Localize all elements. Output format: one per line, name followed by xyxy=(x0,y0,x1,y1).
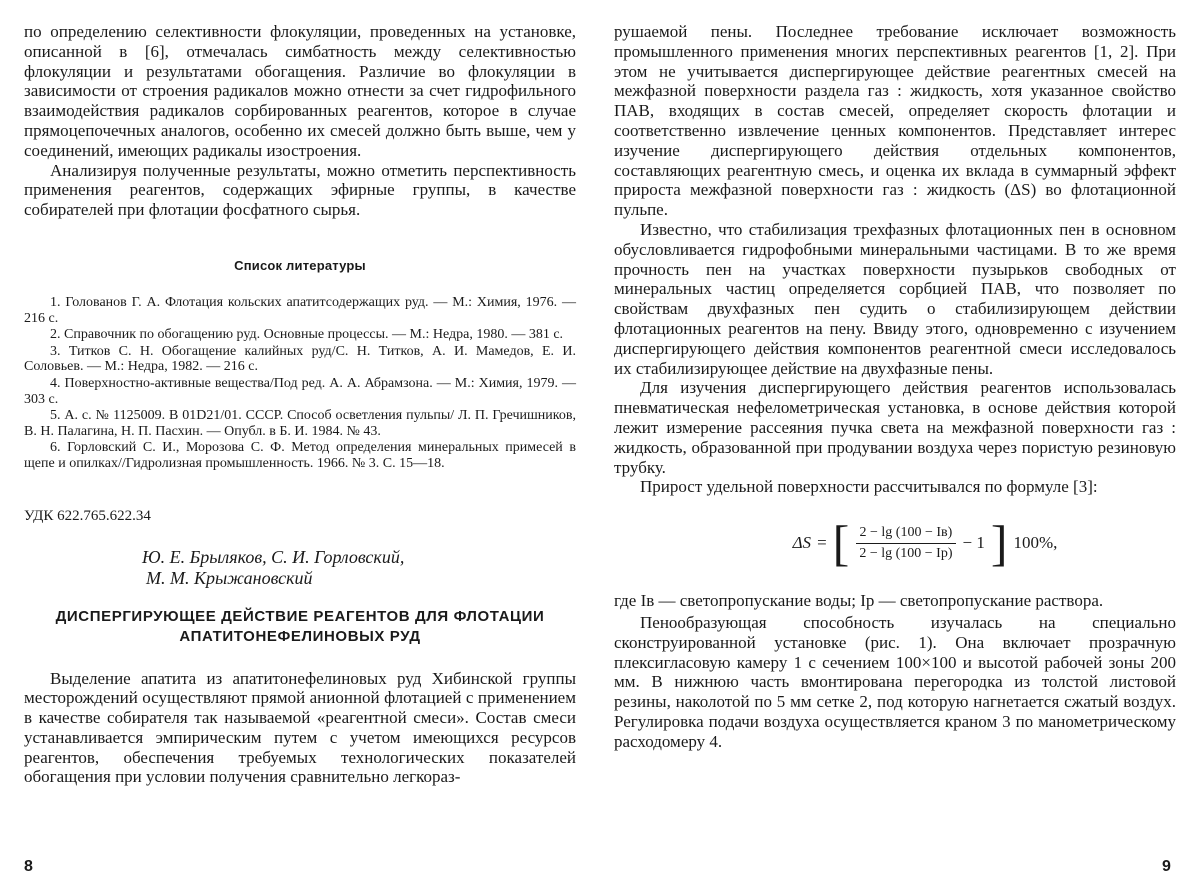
reference-item: 4. Поверхностно-активные вещества/Под ред. А. А. Абрамзона. — М.: Химия, 1979. — 303 с. xyxy=(24,376,576,407)
formula-denominator: 2 − lg (100 − Iр) xyxy=(855,544,956,562)
formula-equals: = xyxy=(817,533,827,553)
formula-fraction xyxy=(855,525,956,562)
formula-lhs: ΔS xyxy=(793,533,811,553)
body-paragraph: по определению селективности флокуляции, проведенных на установке, описанной в [6], отмечалась симбатность между селективностью флокуляции и результатами обогащения. Различие во флокуляции в зависимости от строения радикалов можно отнести за счет гидрофильного взаимодействия радикалов сорбированных реагентов, которое в случае прямоцепочечных аналогов, особенно их смесей должно быть выше, чем у соединений, имеющих радикалы изостроения. xyxy=(24,22,576,161)
right-page xyxy=(614,22,1176,752)
page-number-left: 8 xyxy=(24,858,33,876)
reference-item: 5. А. с. № 1125009. В 01D21/01. СССР. Способ осветления пульпы/ Л. П. Гречишников, В. Н. Палагина, Н. П. Пасхин. — Опубл. в Б. И. 1984. № 43. xyxy=(24,408,576,439)
body-paragraph: Известно, что стабилизация трехфазных флотационных пен в основном обусловливается гидрофобными минеральными частицами. В то же время прочность пен на участках поверхности пузырьков свободных от минеральных частиц определяется сорбцией ПАВ, что позволяет по свойствам двухфазных пен судить о стабилизирующем действии флотационных реагентов на пену. Ввиду этого, одновременно с изучением диспергирующего действия компонентов реагентной смеси исследовалось их стабилизирующее действие на двухфазные пены. xyxy=(614,220,1176,378)
formula xyxy=(674,523,1176,563)
formula-explanation: где Iв — светопропускание воды; Iр — светопропускание раствора. xyxy=(614,591,1176,611)
article-authors xyxy=(24,547,576,589)
references-list xyxy=(24,295,576,472)
formula-bracket-open: [ xyxy=(833,523,850,563)
article-title-line: АПАТИТОНЕФЕЛИНОВЫХ РУД xyxy=(24,627,576,647)
formula-bracket-close: ] xyxy=(991,523,1008,563)
left-page xyxy=(24,22,576,787)
page-number-right: 9 xyxy=(1162,858,1171,876)
references-title: Список литературы xyxy=(24,258,576,273)
article-title-line: ДИСПЕРГИРУЮЩЕЕ ДЕЙСТВИЕ РЕАГЕНТОВ ДЛЯ ФЛОТАЦИИ xyxy=(24,607,576,627)
authors-line: М. М. Крыжановский xyxy=(142,568,576,589)
body-paragraph: Пенообразующая способность изучалась на специально сконструированной установке (рис. 1). Она включает прозрачную плексигласовую камеру 1 с сечением 100×100 и высотой рабочей зоны 200 мм. В нижнюю часть вмонтирована перегородка из толстой листовой резины, наколотой по 5 мм сетке 2, под которую нагнетается сжатый воздух. Регулировка подачи воздуха осуществляется краном 3 по манометрическому расходомеру 4. xyxy=(614,613,1176,752)
udk-code: УДК 622.765.622.34 xyxy=(24,508,576,525)
body-paragraph: рушаемой пены. Последнее требование исключает возможность промышленного применения многих перспективных реагентов [1, 2]. При этом не учитывается диспергирующее действие реагентных смесей на межфазной поверхности раздела газ : жидкость, хотя указанное свойство ПАВ, входящих в состав смесей, определяет скорость флотации и соответственно извлечение ценных компонентов. Представляет интерес изучение диспергирующего действия отдельных компонентов, составляющих реагентную смесь, и оценка их вклада в суммарный эффект прироста межфазной поверхности газ : жидкость (ΔS) во флотационной пульпе. xyxy=(614,22,1176,220)
formula-numerator: 2 − lg (100 − Iв) xyxy=(856,525,957,544)
article-title xyxy=(24,607,576,647)
formula-minus-one: − 1 xyxy=(962,533,984,553)
body-paragraph: Для изучения диспергирующего действия реагентов использовалась пневматическая нефелометрическая установка, в основе действия которой лежит измерение рассеяния пучка света на межфазной поверхности газ : жидкость, образованной при продувании воздуха через пористую резиновую трубку. xyxy=(614,378,1176,477)
reference-item: 1. Голованов Г. А. Флотация кольских апатитсодержащих руд. — М.: Химия, 1976. — 216 с. xyxy=(24,295,576,326)
reference-item: 6. Горловский С. И., Морозова С. Ф. Метод определения минеральных примесей в щепе и опилках//Гидролизная промышленность. 1966. № 3. С. 15—18. xyxy=(24,440,576,471)
authors-line: Ю. Е. Брыляков, С. И. Горловский, xyxy=(142,547,576,568)
reference-item: 3. Титков С. Н. Обогащение калийных руд/С. Н. Титков, А. И. Мамедов, Е. И. Соловьев. — М.: Недра, 1982. — 216 с. xyxy=(24,344,576,375)
book-spread xyxy=(0,0,1200,894)
reference-item: 2. Справочник по обогащению руд. Основные процессы. — М.: Недра, 1980. — 381 с. xyxy=(24,327,576,343)
body-paragraph: Анализируя полученные результаты, можно отметить перспективность применения реагентов, содержащих эфирные группы, в качестве собирателей при флотации фосфатного сырья. xyxy=(24,161,576,220)
intro-paragraph: Выделение апатита из апатитонефелиновых руд Хибинской группы месторождений осуществляют прямой анионной флотацией с применением в качестве собирателя так называемой «реагентной смеси». Состав смеси устанавливается эмпирическим путем с учетом имеющихся ресурсов реагентов, обеспечения требуемых технологических показателей обогащения при условии получения сравнительно легкораз- xyxy=(24,669,576,788)
formula-suffix: 100%, xyxy=(1013,533,1057,553)
body-paragraph: Прирост удельной поверхности рассчитывался по формуле [3]: xyxy=(614,477,1176,497)
